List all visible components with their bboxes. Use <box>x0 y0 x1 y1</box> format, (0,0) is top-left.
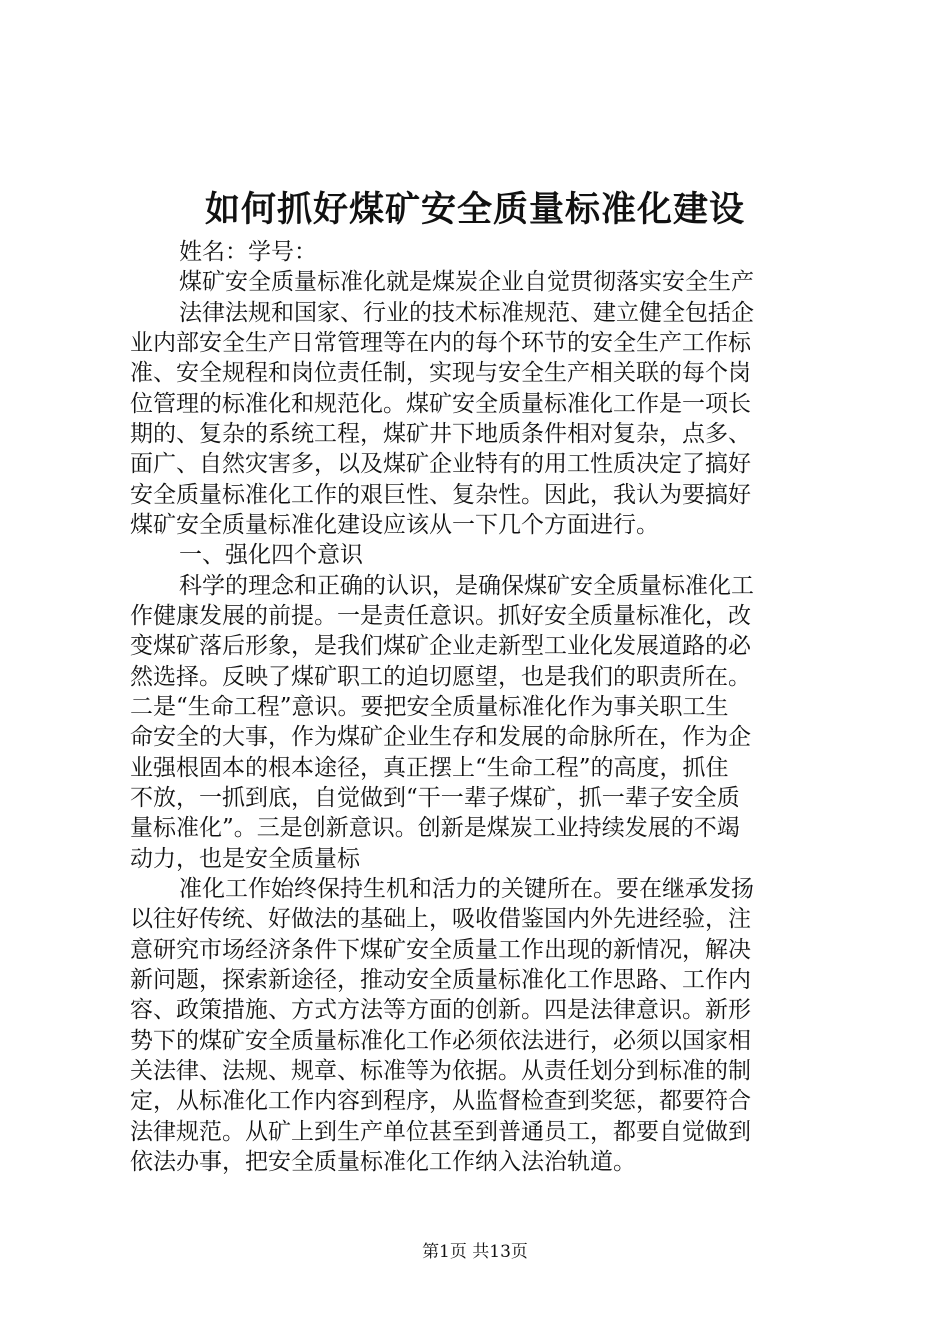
text-line: 容、政策措施、方式方法等方面的创新。四是法律意识。新形 <box>130 997 751 1023</box>
section-heading: 一、强化四个意识 <box>179 542 363 568</box>
text-line: 面广、自然灾害多，以及煤矿企业特有的用工性质决定了搞好 <box>130 451 751 477</box>
text-line: 科学的理念和正确的认识，是确保煤矿安全质量标准化工 <box>179 573 754 599</box>
text-line: 量标准化”。三是创新意识。创新是煤炭工业持续发展的不竭 <box>130 815 740 841</box>
text-line: 关法律、法规、规章、标准等为依据。从责任划分到标准的制 <box>130 1058 751 1084</box>
text-line: 业强根固本的根本途径，真正摆上“生命工程”的高度，抓住 <box>130 755 729 781</box>
text-line: 煤矿安全质量标准化建设应该从一下几个方面进行。 <box>130 512 659 538</box>
text-line: 准、安全规程和岗位责任制，实现与安全生产相关联的每个岗 <box>130 360 751 386</box>
text-line: 动力，也是安全质量标 <box>130 846 360 872</box>
text-line: 姓名：学号： <box>179 239 317 265</box>
text-line: 然选择。反映了煤矿职工的迫切愿望，也是我们的职责所在。 <box>130 664 751 690</box>
text-line: 不放，一抓到底，自觉做到“干一辈子煤矿，抓一辈子安全质 <box>130 785 740 811</box>
text-line: 业内部安全生产日常管理等在内的每个环节的安全生产工作标 <box>130 330 751 356</box>
text-line: 势下的煤矿安全质量标准化工作必须依法进行，必须以国家相 <box>130 1028 751 1054</box>
text-line: 准化工作始终保持生机和活力的关键所在。要在继承发扬 <box>179 876 754 902</box>
text-line: 二是“生命工程”意识。要把安全质量标准化作为事关职工生 <box>130 694 729 720</box>
text-line: 以往好传统、好做法的基础上，吸收借鉴国内外先进经验，注 <box>130 906 751 932</box>
text-line: 作健康发展的前提。一是责任意识。抓好安全质量标准化，改 <box>130 603 751 629</box>
text-line: 新问题，探索新途径，推动安全质量标准化工作思路、工作内 <box>130 967 751 993</box>
text-line: 法律法规和国家、行业的技术标准规范、建立健全包括企 <box>179 300 754 326</box>
text-line: 位管理的标准化和规范化。煤矿安全质量标准化工作是一项长 <box>130 391 751 417</box>
text-line: 法律规范。从矿上到生产单位甚至到普通员工，都要自觉做到 <box>130 1119 751 1145</box>
text-line: 煤矿安全质量标准化就是煤炭企业自觉贯彻落实安全生产 <box>179 269 754 295</box>
text-line: 定，从标准化工作内容到程序，从监督检查到奖惩，都要符合 <box>130 1088 751 1114</box>
text-line: 变煤矿落后形象，是我们煤矿企业走新型工业化发展道路的必 <box>130 633 751 659</box>
text-line: 依法办事，把安全质量标准化工作纳入法治轨道。 <box>130 1149 636 1175</box>
text-line: 期的、复杂的系统工程，煤矿井下地质条件相对复杂，点多、 <box>130 421 751 447</box>
page-number: 第1页 共13页 <box>422 1242 528 1262</box>
text-line: 命安全的大事，作为煤矿企业生存和发展的命脉所在，作为企 <box>130 724 751 750</box>
text-line: 安全质量标准化工作的艰巨性、复杂性。因此，我认为要搞好 <box>130 482 751 508</box>
document-title: 如何抓好煤矿安全质量标准化建设 <box>204 189 745 230</box>
text-line: 意研究市场经济条件下煤矿安全质量工作出现的新情况，解决 <box>130 937 751 963</box>
